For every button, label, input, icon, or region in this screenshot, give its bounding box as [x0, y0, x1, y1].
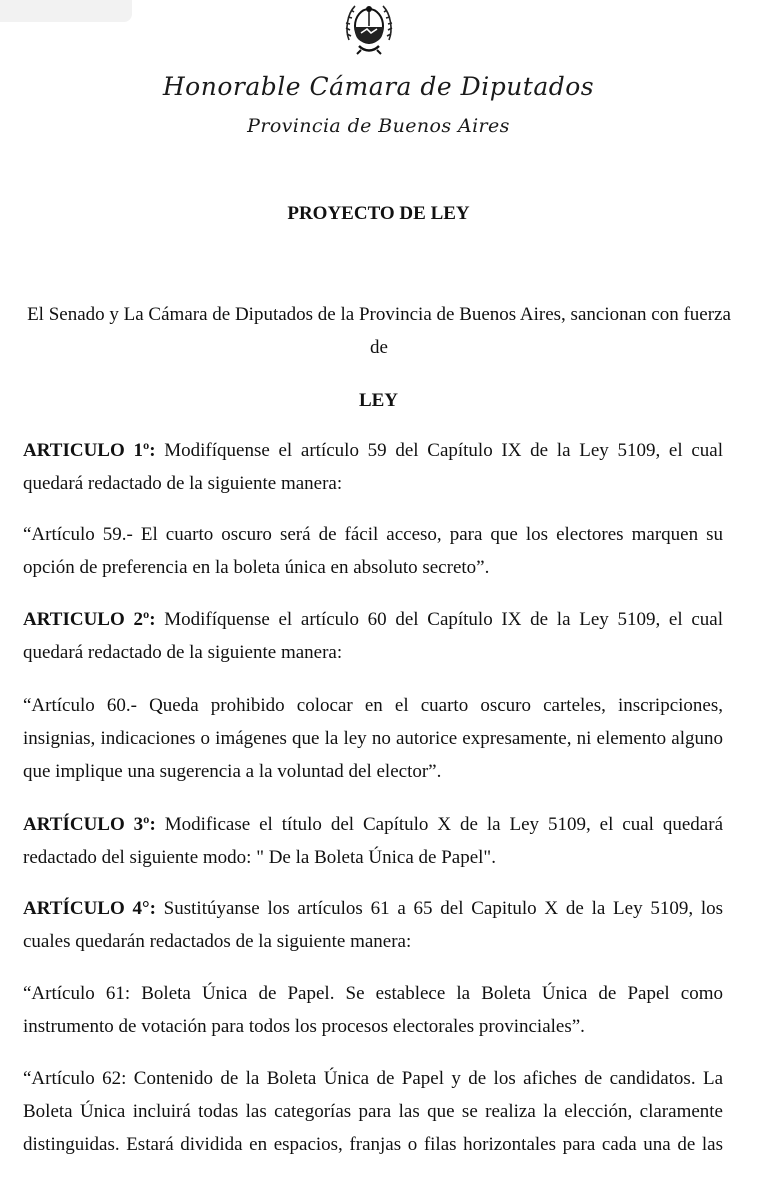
article-2-label: ARTICULO 2º:	[23, 609, 156, 630]
article-1-text: Modifíquense el artículo 59 del Capítulo IX de la Ley 5109, el cual quedará redactado de la siguiente manera:	[23, 440, 723, 494]
article-2-text: Modifíquense el artículo 60 del Capítulo IX de la Ley 5109, el cual quedará redactado de la siguiente manera:	[23, 609, 723, 663]
article-1-label: ARTICULO 1º:	[23, 440, 156, 461]
province-subtitle: Provincia de Buenos Aires	[247, 115, 510, 137]
article-3-label: ARTÍCULO 3º:	[23, 814, 156, 835]
article-3	[23, 808, 723, 874]
chamber-title: Honorable Cámara de Diputados	[162, 72, 595, 101]
quote-article-59: “Artículo 59.- El cuarto oscuro será de fácil acceso, para que los electores marquen su opción de preferencia en la boleta única en absoluto secreto”.	[23, 524, 723, 578]
article-4-label: ARTÍCULO 4°:	[23, 898, 156, 919]
article-1	[23, 434, 723, 500]
quote-article-61: “Artículo 61: Boleta Única de Papel. Se establece la Boleta Única de Papel como instrumento de votación para todos los procesos electorales provinciales”.	[23, 983, 723, 1037]
document-heading: PROYECTO DE LEY	[287, 203, 470, 224]
article-4	[23, 892, 723, 958]
ley-heading: LEY	[358, 390, 399, 411]
article-4-text: Sustitúyanse los artículos 61 a 65 del Capitulo X de la Ley 5109, los cuales quedarán redactados de la siguiente manera:	[23, 898, 723, 952]
article-2	[23, 603, 723, 669]
tab-shadow	[0, 0, 132, 22]
article-3-text: Modificase el título del Capítulo X de la Ley 5109, el cual quedará redactado del siguiente modo: " De la Boleta Única de Papel".	[23, 814, 724, 868]
quote-article-62: “Artículo 62: Contenido de la Boleta Única de Papel y de los afiches de candidatos. La Boleta Única incluirá todas las categorías para las que se realiza la elección, claramente distinguidas. Estará dividida en espacios, franjas o filas horizontales para cada una de las	[23, 1068, 723, 1155]
intro-paragraph: El Senado y La Cámara de Diputados de la Provincia de Buenos Aires, sancionan con fuerza de	[27, 304, 731, 358]
coat-of-arms-icon	[341, 0, 397, 58]
quote-article-60: “Artículo 60.- Queda prohibido colocar en el cuarto oscuro carteles, inscripciones, insignias, indicaciones o imágenes que la ley no autorice expresamente, ni elemento alguno que implique una sugerencia a la voluntad del elector”.	[23, 695, 723, 782]
